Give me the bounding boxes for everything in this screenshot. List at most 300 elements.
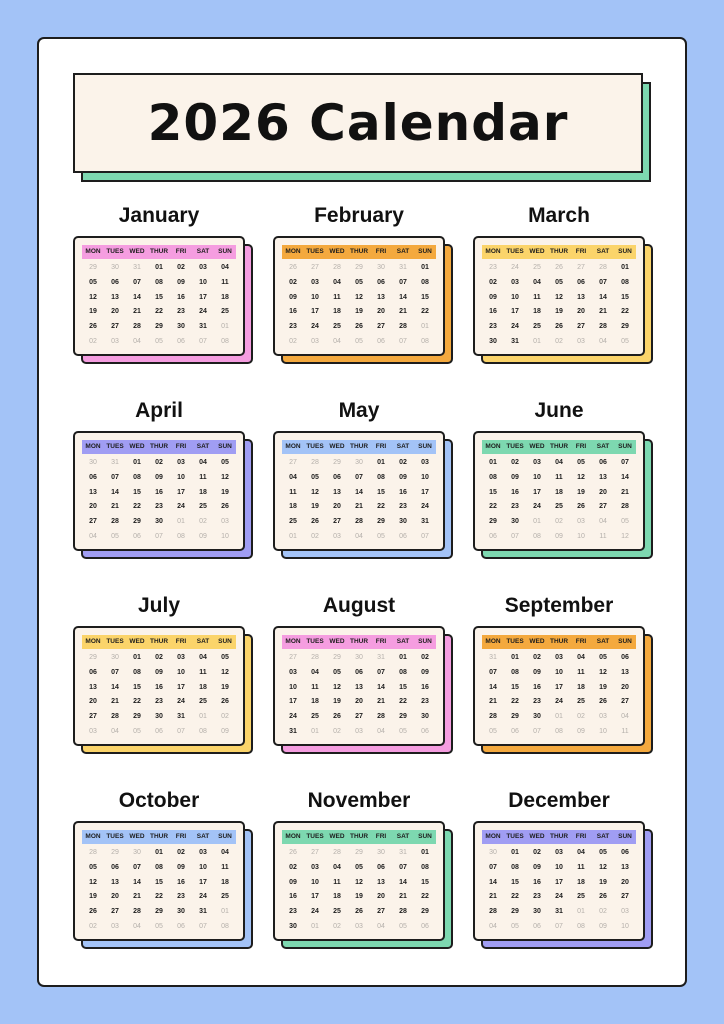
- weekday-label: TUES: [306, 443, 324, 450]
- day-cell: 27: [355, 713, 363, 721]
- week-row: [282, 530, 436, 545]
- weekday-label: SUN: [418, 833, 432, 840]
- day-cell: 20: [333, 503, 341, 511]
- day-cell-outside: 27: [289, 459, 297, 466]
- day-cell: 11: [577, 863, 585, 871]
- week-row: [482, 276, 636, 291]
- day-cell: 13: [599, 473, 607, 481]
- day-cell: 17: [177, 488, 185, 496]
- day-cell: 05: [355, 863, 363, 871]
- day-cell: 25: [199, 698, 207, 706]
- day-cell-outside: 09: [555, 532, 563, 540]
- week-row: [282, 276, 436, 291]
- weekday-label: SUN: [618, 638, 632, 645]
- day-cell: 16: [177, 878, 185, 886]
- day-cell: 22: [621, 308, 629, 316]
- day-cell: 11: [199, 668, 207, 676]
- month-name: January: [118, 204, 200, 227]
- day-cell: 09: [177, 278, 185, 286]
- day-cell-outside: 01: [177, 518, 185, 526]
- day-cell-outside: 03: [89, 727, 97, 735]
- month-name: December: [508, 789, 610, 812]
- day-cell: 02: [289, 278, 297, 286]
- weekday-label: SUN: [618, 443, 632, 450]
- day-cell: 19: [577, 488, 585, 496]
- day-cell-outside: 31: [377, 654, 385, 661]
- weekday-label: THUR: [149, 248, 169, 255]
- day-cell: 28: [399, 908, 407, 916]
- day-cell: 21: [399, 308, 407, 316]
- day-cell: 22: [421, 308, 429, 316]
- day-cell-outside: 28: [311, 654, 319, 661]
- week-row: [282, 681, 436, 696]
- day-cell-outside: 03: [621, 908, 629, 916]
- weekday-label: FRI: [175, 248, 187, 255]
- month-july: [73, 594, 253, 734]
- day-cell-outside: 08: [421, 337, 429, 345]
- weekday-label: WED: [129, 833, 145, 840]
- day-cell-outside: 10: [599, 727, 607, 735]
- day-cell: 14: [133, 878, 141, 886]
- day-cell: 02: [489, 278, 497, 286]
- day-cell: 25: [199, 503, 207, 511]
- day-cell: 12: [599, 863, 607, 871]
- month-name: March: [528, 204, 590, 227]
- weekday-label: SUN: [418, 443, 432, 450]
- weekday-label: FRI: [575, 443, 587, 450]
- day-cell-outside: 08: [177, 532, 185, 540]
- day-cell-outside: 01: [199, 713, 207, 721]
- day-cell: 05: [577, 459, 585, 466]
- day-cell: 26: [311, 518, 319, 526]
- week-row: [282, 320, 436, 335]
- day-cell: 30: [489, 337, 497, 345]
- day-cell-outside: 06: [421, 727, 429, 735]
- weekday-label: WED: [329, 638, 345, 645]
- month-card: [473, 626, 645, 746]
- day-cell: 15: [133, 683, 141, 691]
- day-cell: 16: [155, 683, 163, 691]
- day-cell: 21: [399, 893, 407, 901]
- day-cell: 06: [599, 459, 607, 466]
- day-cell: 04: [221, 264, 229, 271]
- month-card: [473, 236, 645, 356]
- day-cell: 10: [311, 293, 319, 301]
- page-title: 2026 Calendar: [147, 94, 569, 152]
- day-cell: 06: [621, 849, 629, 856]
- week-row: [82, 291, 236, 306]
- weekday-label: SAT: [596, 443, 610, 450]
- month-november: [273, 789, 453, 929]
- day-cell: 28: [111, 713, 119, 721]
- day-cell-outside: 08: [533, 532, 541, 540]
- day-cell: 06: [377, 863, 385, 871]
- day-cell: 01: [399, 654, 407, 661]
- day-cell-outside: 23: [489, 264, 497, 271]
- day-cell-outside: 03: [333, 532, 341, 540]
- month-name: September: [504, 594, 614, 617]
- weekday-label: WED: [529, 443, 545, 450]
- day-cell: 01: [621, 264, 629, 271]
- weekday-header: [282, 440, 436, 454]
- week-row: [282, 456, 436, 471]
- day-cell: 19: [599, 683, 607, 691]
- month-name: November: [307, 789, 411, 812]
- day-cell: 23: [421, 698, 429, 706]
- day-cell: 24: [177, 503, 185, 511]
- week-row: [482, 920, 636, 935]
- week-row: [482, 846, 636, 861]
- day-cell-outside: 05: [621, 518, 629, 526]
- day-cell-outside: 29: [89, 654, 97, 661]
- day-cell: 25: [333, 908, 341, 916]
- day-cell: 21: [489, 698, 497, 706]
- day-cell-outside: 31: [399, 849, 407, 856]
- day-cell: 18: [289, 503, 297, 511]
- day-cell: 05: [355, 278, 363, 286]
- day-cell: 20: [89, 698, 97, 706]
- day-cell: 15: [511, 683, 519, 691]
- weekday-label: FRI: [375, 443, 387, 450]
- day-cell: 24: [555, 893, 563, 901]
- day-cell: 13: [621, 668, 629, 676]
- week-row: [282, 905, 436, 920]
- day-cell: 21: [111, 503, 119, 511]
- day-cell: 29: [399, 713, 407, 721]
- week-row: [282, 500, 436, 515]
- day-cell: 16: [511, 488, 519, 496]
- day-cell: 13: [377, 293, 385, 301]
- week-row: [282, 861, 436, 876]
- day-cell: 11: [533, 293, 541, 301]
- day-cell: 03: [177, 459, 185, 466]
- day-cell-outside: 06: [377, 337, 385, 345]
- day-cell-outside: 05: [489, 727, 497, 735]
- weekday-label: SUN: [218, 443, 232, 450]
- day-cell: 30: [533, 908, 541, 916]
- day-cell: 09: [289, 878, 297, 886]
- day-cell: 22: [511, 893, 519, 901]
- day-cell-outside: 03: [355, 922, 363, 930]
- day-cell: 22: [133, 698, 141, 706]
- day-cell: 15: [155, 878, 163, 886]
- day-cell-outside: 26: [555, 264, 563, 271]
- day-cell: 26: [221, 698, 229, 706]
- day-cell-outside: 05: [111, 532, 119, 540]
- week-row: [82, 486, 236, 501]
- weekday-label: SAT: [596, 833, 610, 840]
- day-cell-outside: 03: [111, 922, 119, 930]
- day-cell: 16: [421, 683, 429, 691]
- day-cell-outside: 27: [311, 264, 319, 271]
- day-cell: 28: [377, 713, 385, 721]
- day-cell: 08: [377, 473, 385, 481]
- weekday-label: TUES: [506, 833, 524, 840]
- day-cell-outside: 29: [333, 654, 341, 661]
- day-cell: 07: [489, 668, 497, 676]
- day-cell: 03: [533, 459, 541, 466]
- month-december: [473, 789, 653, 929]
- weekday-label: THUR: [349, 638, 369, 645]
- day-cell: 04: [555, 459, 563, 466]
- day-cell-outside: 01: [221, 323, 229, 331]
- day-cell: 22: [421, 893, 429, 901]
- month-name: April: [135, 399, 183, 422]
- week-row: [282, 890, 436, 905]
- day-cell: 06: [577, 278, 585, 286]
- day-cell-outside: 05: [621, 337, 629, 345]
- day-cell: 29: [155, 908, 163, 916]
- day-cell: 18: [199, 488, 207, 496]
- day-cell: 22: [377, 503, 385, 511]
- day-cell-outside: 05: [377, 532, 385, 540]
- week-row: [482, 651, 636, 666]
- day-cell: 07: [399, 278, 407, 286]
- day-cell: 03: [177, 654, 185, 661]
- day-cell-outside: 25: [533, 264, 541, 271]
- day-cell: 17: [289, 698, 297, 706]
- day-cell: 05: [555, 278, 563, 286]
- weekday-label: THUR: [549, 833, 569, 840]
- day-cell: 26: [89, 323, 97, 331]
- day-cell-outside: 09: [599, 922, 607, 930]
- day-cell: 27: [377, 908, 385, 916]
- day-cell: 21: [133, 893, 141, 901]
- day-cell-outside: 03: [355, 727, 363, 735]
- day-cell: 04: [311, 668, 319, 676]
- weekday-label: MON: [285, 248, 301, 255]
- title-box: [73, 73, 643, 173]
- day-cell: 05: [221, 654, 229, 661]
- day-grid: [282, 456, 436, 545]
- day-cell: 20: [355, 698, 363, 706]
- weekday-label: SAT: [196, 443, 210, 450]
- weekday-header: [482, 245, 636, 259]
- weekday-label: TUES: [106, 248, 124, 255]
- day-cell: 09: [399, 473, 407, 481]
- day-cell-outside: 26: [289, 264, 297, 271]
- day-cell: 10: [177, 668, 185, 676]
- day-cell: 12: [599, 668, 607, 676]
- day-cell: 06: [355, 668, 363, 676]
- day-cell-outside: 07: [511, 532, 519, 540]
- day-cell: 10: [421, 473, 429, 481]
- day-cell: 10: [289, 683, 297, 691]
- week-row: [482, 681, 636, 696]
- day-cell-outside: 29: [355, 849, 363, 856]
- day-cell: 31: [511, 337, 519, 345]
- day-cell-outside: 29: [355, 264, 363, 271]
- day-cell-outside: 01: [533, 337, 541, 345]
- day-cell: 09: [533, 668, 541, 676]
- day-cell: 19: [355, 308, 363, 316]
- day-cell: 17: [311, 308, 319, 316]
- day-cell: 11: [333, 878, 341, 886]
- day-cell: 13: [355, 683, 363, 691]
- day-cell-outside: 12: [621, 532, 629, 540]
- day-cell: 09: [177, 863, 185, 871]
- day-cell: 31: [199, 908, 207, 916]
- day-cell: 05: [89, 863, 97, 871]
- day-cell-outside: 06: [533, 922, 541, 930]
- week-row: [82, 681, 236, 696]
- day-cell-outside: 04: [133, 922, 141, 930]
- day-cell: 14: [133, 293, 141, 301]
- day-cell: 09: [155, 668, 163, 676]
- day-cell: 01: [155, 849, 163, 856]
- day-cell-outside: 27: [311, 849, 319, 856]
- weekday-label: TUES: [506, 443, 524, 450]
- day-cell: 29: [155, 323, 163, 331]
- day-cell: 10: [199, 863, 207, 871]
- day-grid: [82, 846, 236, 935]
- day-cell-outside: 05: [399, 922, 407, 930]
- weekday-label: MON: [285, 443, 301, 450]
- day-cell: 04: [199, 654, 207, 661]
- day-cell: 18: [221, 293, 229, 301]
- day-cell: 15: [399, 683, 407, 691]
- day-cell: 05: [599, 849, 607, 856]
- week-row: [482, 291, 636, 306]
- day-cell-outside: 04: [377, 727, 385, 735]
- weekday-label: SAT: [396, 443, 410, 450]
- day-cell: 01: [133, 654, 141, 661]
- day-cell: 26: [355, 908, 363, 916]
- day-cell-outside: 31: [489, 654, 497, 661]
- day-cell: 17: [199, 293, 207, 301]
- week-row: [282, 695, 436, 710]
- day-cell: 12: [221, 473, 229, 481]
- day-cell: 08: [621, 278, 629, 286]
- day-cell-outside: 07: [533, 727, 541, 735]
- week-row: [482, 666, 636, 681]
- day-cell: 03: [511, 278, 519, 286]
- weekday-label: FRI: [575, 248, 587, 255]
- day-cell: 05: [333, 668, 341, 676]
- day-cell: 15: [155, 293, 163, 301]
- day-cell: 08: [421, 863, 429, 871]
- day-cell: 05: [221, 459, 229, 466]
- day-cell: 03: [199, 264, 207, 271]
- day-cell-outside: 01: [311, 727, 319, 735]
- day-cell: 29: [133, 713, 141, 721]
- week-row: [482, 710, 636, 725]
- weekday-label: WED: [529, 638, 545, 645]
- day-cell-outside: 11: [621, 727, 629, 735]
- day-cell: 25: [221, 893, 229, 901]
- day-cell: 26: [555, 323, 563, 331]
- day-cell: 27: [111, 908, 119, 916]
- day-cell: 12: [555, 293, 563, 301]
- day-cell: 28: [133, 908, 141, 916]
- day-cell: 22: [489, 503, 497, 511]
- week-row: [82, 335, 236, 350]
- day-cell-outside: 09: [221, 727, 229, 735]
- day-cell-outside: 01: [421, 323, 429, 331]
- day-cell: 28: [133, 323, 141, 331]
- day-cell-outside: 09: [577, 727, 585, 735]
- day-cell: 19: [89, 308, 97, 316]
- month-name: May: [338, 399, 380, 422]
- week-row: [282, 725, 436, 740]
- day-cell: 08: [511, 863, 519, 871]
- day-cell: 09: [489, 293, 497, 301]
- weekday-label: SUN: [618, 248, 632, 255]
- week-row: [482, 905, 636, 920]
- day-cell: 30: [511, 518, 519, 526]
- day-cell: 22: [511, 698, 519, 706]
- day-cell: 03: [421, 459, 429, 466]
- day-cell: 02: [155, 459, 163, 466]
- day-cell: 25: [533, 323, 541, 331]
- day-grid: [82, 261, 236, 350]
- day-cell: 07: [355, 473, 363, 481]
- weekday-label: WED: [329, 248, 345, 255]
- day-cell: 01: [511, 849, 519, 856]
- week-row: [482, 500, 636, 515]
- week-row: [82, 846, 236, 861]
- day-cell-outside: 29: [89, 264, 97, 271]
- day-cell: 17: [533, 488, 541, 496]
- day-cell: 31: [555, 908, 563, 916]
- weekday-label: TUES: [306, 248, 324, 255]
- week-row: [82, 710, 236, 725]
- day-cell-outside: 06: [421, 922, 429, 930]
- weekday-label: FRI: [175, 443, 187, 450]
- week-row: [82, 276, 236, 291]
- weekday-label: WED: [129, 443, 145, 450]
- weekday-label: THUR: [149, 443, 169, 450]
- day-cell-outside: 04: [355, 532, 363, 540]
- day-cell: 18: [199, 683, 207, 691]
- day-cell: 11: [333, 293, 341, 301]
- week-row: [482, 486, 636, 501]
- day-cell: 21: [133, 308, 141, 316]
- day-cell: 09: [421, 668, 429, 676]
- weekday-label: SAT: [396, 638, 410, 645]
- weekday-header: [482, 440, 636, 454]
- day-cell: 26: [333, 713, 341, 721]
- weekday-label: FRI: [575, 833, 587, 840]
- day-cell: 17: [555, 878, 563, 886]
- week-row: [282, 291, 436, 306]
- day-cell: 14: [111, 488, 119, 496]
- day-cell-outside: 03: [221, 518, 229, 526]
- weekday-header: [82, 440, 236, 454]
- day-cell-outside: 01: [555, 713, 563, 721]
- day-cell: 24: [555, 698, 563, 706]
- day-cell: 16: [489, 308, 497, 316]
- day-cell-outside: 09: [199, 532, 207, 540]
- day-cell: 18: [555, 488, 563, 496]
- week-row: [482, 515, 636, 530]
- day-cell: 21: [355, 503, 363, 511]
- week-row: [282, 710, 436, 725]
- day-cell: 14: [621, 473, 629, 481]
- month-card: [473, 431, 645, 551]
- day-cell: 31: [289, 727, 297, 735]
- week-row: [82, 876, 236, 891]
- day-cell-outside: 07: [199, 337, 207, 345]
- day-cell: 06: [333, 473, 341, 481]
- day-cell: 26: [89, 908, 97, 916]
- day-cell: 07: [111, 668, 119, 676]
- month-name: August: [322, 594, 396, 617]
- week-row: [82, 471, 236, 486]
- day-cell-outside: 05: [399, 727, 407, 735]
- day-cell-outside: 06: [177, 337, 185, 345]
- day-cell: 24: [311, 908, 319, 916]
